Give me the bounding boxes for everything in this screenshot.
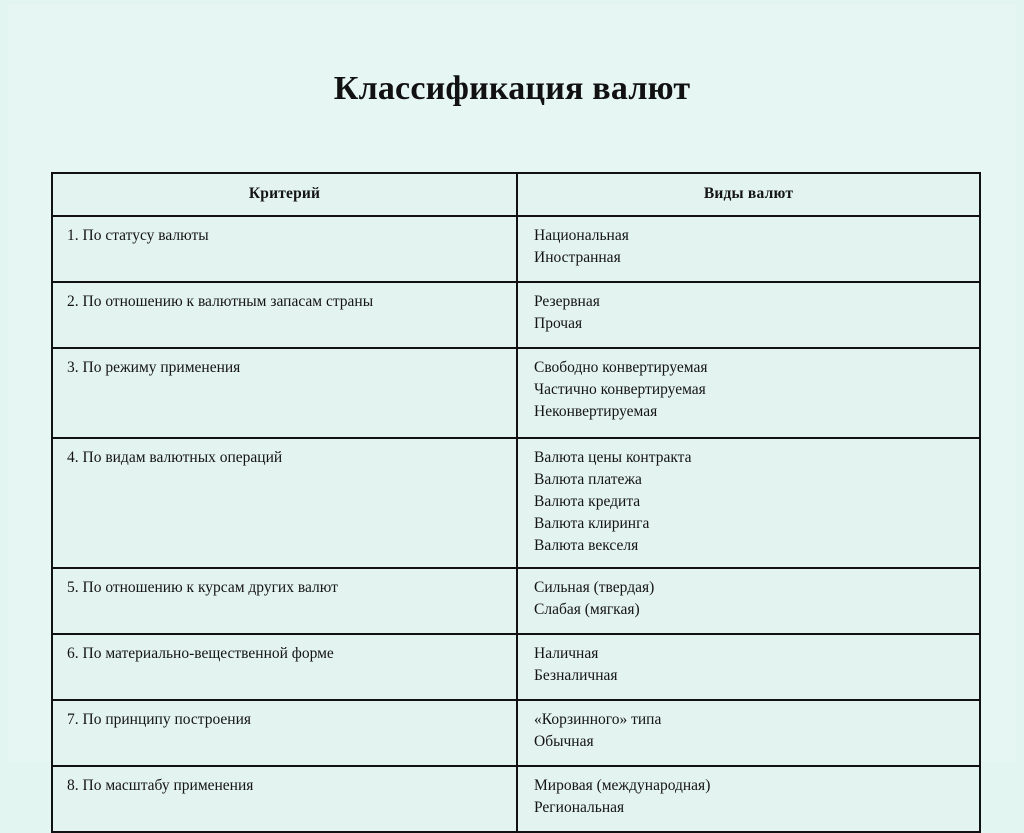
table-cell-criterion: 7. По принципу построения (52, 700, 517, 766)
table-row (52, 766, 980, 832)
table-header (52, 173, 980, 216)
classification-table (51, 172, 981, 833)
column-header-types: Виды валют (517, 173, 980, 216)
table-cell-criterion: 6. По материально-вещественной форме (52, 634, 517, 700)
currency-type-line: Обычная (534, 733, 594, 750)
table-cell-criterion: 3. По режиму применения (52, 348, 517, 438)
table-cell-types (517, 216, 980, 282)
table-row (52, 634, 980, 700)
page-title: Классификация валют (333, 70, 691, 107)
currency-type-line: Национальная (534, 227, 629, 244)
currency-type-line: Валюта векселя (534, 537, 639, 554)
table-cell-types (517, 282, 980, 348)
table-header-row (52, 173, 980, 216)
currency-type-line: Резервная (534, 293, 600, 310)
column-header-criterion: Критерий (52, 173, 517, 216)
table-cell-types (517, 568, 980, 634)
currency-type-line: Слабая (мягкая) (534, 601, 640, 618)
currency-type-line: Неконвертируемая (534, 403, 658, 420)
table-row (52, 282, 980, 348)
currency-type-line: Частично конвертируемая (534, 381, 706, 398)
currency-type-line: Валюта цены контракта (534, 449, 692, 466)
table-body (52, 216, 980, 832)
currency-type-line: Региональная (534, 799, 625, 816)
currency-type-line: Свободно конвертируемая (534, 359, 708, 376)
slide-page (8, 4, 1016, 816)
table-row (52, 568, 980, 634)
table-cell-types (517, 700, 980, 766)
currency-type-line: Мировая (международная) (534, 777, 711, 794)
table-cell-types (517, 766, 980, 832)
currency-type-line: Валюта кредита (534, 493, 641, 510)
currency-type-line: Сильная (твердая) (534, 579, 655, 596)
table-row (52, 348, 980, 438)
table-cell-types (517, 634, 980, 700)
currency-type-line: Иностранная (534, 249, 621, 266)
table-cell-types (517, 348, 980, 438)
currency-type-line: Наличная (534, 645, 599, 662)
currency-type-line: Валюта платежа (534, 471, 642, 488)
currency-type-line: Безналичная (534, 667, 618, 684)
currency-type-line: Прочая (534, 315, 583, 332)
currency-type-line: Валюта клиринга (534, 515, 650, 532)
table-row (52, 216, 980, 282)
table-row (52, 700, 980, 766)
classification-table-container (51, 172, 979, 833)
currency-type-line: «Корзинного» типа (534, 711, 662, 728)
table-cell-criterion: 4. По видам валютных операций (52, 438, 517, 568)
table-cell-criterion: 2. По отношению к валютным запасам страны (52, 282, 517, 348)
table-cell-criterion: 8. По масштабу применения (52, 766, 517, 832)
table-cell-criterion: 5. По отношению к курсам других валют (52, 568, 517, 634)
table-row (52, 438, 980, 568)
table-cell-types (517, 438, 980, 568)
table-cell-criterion: 1. По статусу валюты (52, 216, 517, 282)
